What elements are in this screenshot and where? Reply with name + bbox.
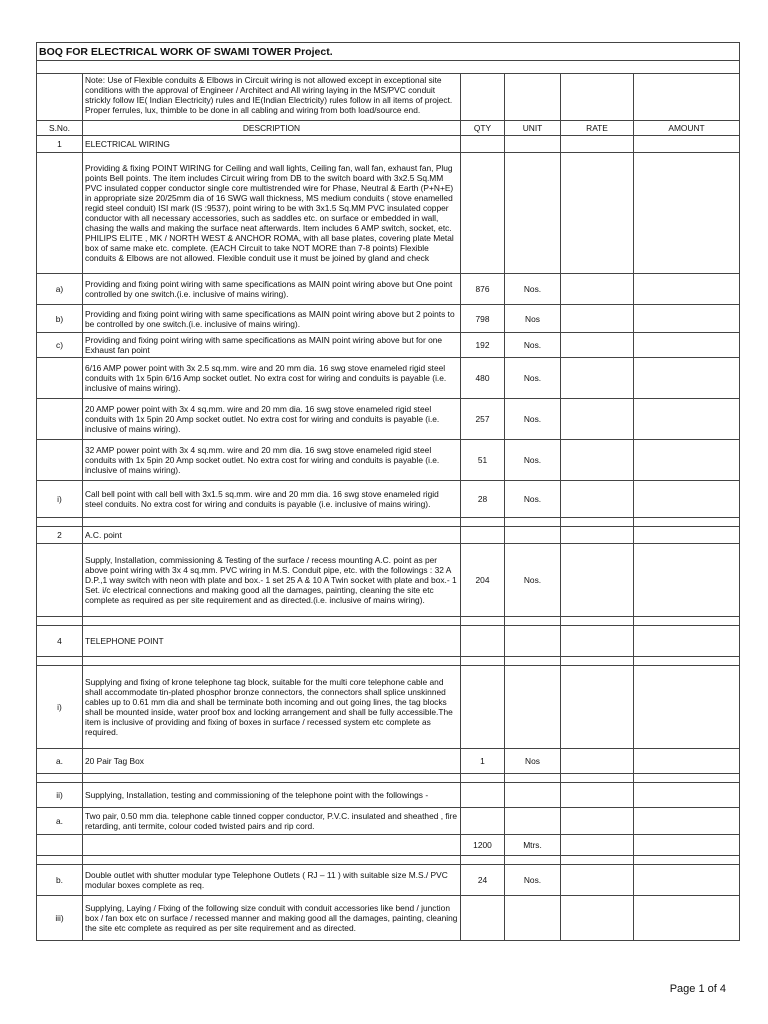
cell bbox=[634, 518, 740, 527]
row-rate bbox=[561, 749, 634, 774]
row-unit: Mtrs. bbox=[505, 835, 561, 856]
row-sno bbox=[37, 835, 83, 856]
cell bbox=[83, 518, 461, 527]
row-unit bbox=[505, 626, 561, 657]
row-sno bbox=[37, 153, 83, 274]
table-row bbox=[37, 544, 740, 617]
row-sno: i) bbox=[37, 666, 83, 749]
row-description: Double outlet with shutter modular type Telephone Outlets ( RJ – 11 ) with suitable size M.S./ PVC modular boxes complete as req. bbox=[83, 865, 461, 896]
cell bbox=[461, 74, 505, 121]
header-rate: RATE bbox=[561, 121, 634, 136]
note-text: Note: Use of Flexible conduits & Elbows in Circuit wiring is not allowed except in exceptional site conditions with the approval of Engineer / Architect and All wiring laying in the MS/PVC conduit strickly follow IE( Indian Electricity) rules and IE(Indian Electricity) rules follow in all items of project. Proper ferrules, lux, thimble to be done in all cabling and wiring from both load/source end. bbox=[83, 74, 461, 121]
row-description: 32 AMP power point with 3x 4 sq.mm. wire and 20 mm dia. 16 swg stove enameled rigid steel conduits with 1x 5pin 20 Amp socket outlet. No extra cost for wiring and conduits is payable (i.e. inclusive of mains wiring). bbox=[83, 440, 461, 481]
cell bbox=[634, 617, 740, 626]
row-qty bbox=[461, 626, 505, 657]
cell bbox=[561, 657, 634, 666]
table-row bbox=[37, 896, 740, 941]
blank-row bbox=[37, 617, 740, 626]
cell bbox=[561, 774, 634, 783]
row-rate bbox=[561, 527, 634, 544]
row-amount bbox=[634, 440, 740, 481]
table-row bbox=[37, 626, 740, 657]
table-row bbox=[37, 865, 740, 896]
row-description: 6/16 AMP power point with 3x 2.5 sq.mm. wire and 20 mm dia. 16 swg stove enameled rigid steel conduits with 1x 5pin 6/16 Amp socket outlet. No extra cost for wiring and conduits is payable (i.e. inclusive of mains wiring). bbox=[83, 358, 461, 399]
row-sno: iii) bbox=[37, 896, 83, 941]
cell bbox=[461, 856, 505, 865]
row-description: Providing and fixing point wiring with same specifications as MAIN point wiring above but One point controlled by one switch.(i.e. inclusive of mains wiring). bbox=[83, 274, 461, 305]
row-description: Providing and fixing point wiring with same specifications as MAIN point wiring above but for one Exhaust fan point bbox=[83, 333, 461, 358]
row-sno: b. bbox=[37, 865, 83, 896]
row-sno: i) bbox=[37, 481, 83, 518]
cell bbox=[83, 774, 461, 783]
row-amount bbox=[634, 527, 740, 544]
row-qty bbox=[461, 527, 505, 544]
row-description: TELEPHONE POINT bbox=[83, 626, 461, 657]
row-qty bbox=[461, 783, 505, 808]
cell bbox=[505, 518, 561, 527]
cell bbox=[561, 856, 634, 865]
row-sno bbox=[37, 399, 83, 440]
row-rate bbox=[561, 626, 634, 657]
row-qty: 257 bbox=[461, 399, 505, 440]
table-row bbox=[37, 749, 740, 774]
row-qty bbox=[461, 666, 505, 749]
row-amount bbox=[634, 136, 740, 153]
row-amount bbox=[634, 835, 740, 856]
row-qty: 28 bbox=[461, 481, 505, 518]
row-description: ELECTRICAL WIRING bbox=[83, 136, 461, 153]
row-amount bbox=[634, 896, 740, 941]
row-sno: a) bbox=[37, 274, 83, 305]
header-description: DESCRIPTION bbox=[83, 121, 461, 136]
cell bbox=[561, 518, 634, 527]
row-rate bbox=[561, 358, 634, 399]
row-description: Providing & fixing POINT WIRING for Ceiling and wall lights, Ceiling fan, wall fan, exhaust fan, Plug points Bell points. The item includes Circuit wiring from DB to the switch board with 3x2.5 Sq.MM PVC insulated copper conductor single core multistrended wire for Phase, Neutral & Earth (P+N+E) in appropriate size 20/25mm dia of 16 SWG wall thickness, MS medium conduits ( stove enamelled regid steel conduit) ISI mark (IS :9537), point wiring to be with 3x1.5 Sq.MM PVC insulated copper conductor with all necessary accessories, such as saddles etc. on surface or embedded in wall, chasing the walls and making the surface neat afterwards. Item includes 6 AMP switch, socket, etc. PHILIPS ELITE , MK / NORTH WEST & ANCHOR ROMA, with all base plates, covering plate Metal box of same make etc. complete. (EACH Circuit to take NOT MORE than 7-8 points) Flexible conduits & Elbows are not allowed. Flexible conduit use it must be joined by gland and check bbox=[83, 153, 461, 274]
row-qty bbox=[461, 896, 505, 941]
row-rate bbox=[561, 544, 634, 617]
cell bbox=[505, 774, 561, 783]
boq-sheet bbox=[36, 42, 739, 941]
row-amount bbox=[634, 358, 740, 399]
row-description: Providing and fixing point wiring with same specifications as MAIN point wiring above but 2 points to be controlled by one switch.(i.e. inclusive of mains wiring). bbox=[83, 305, 461, 333]
row-amount bbox=[634, 808, 740, 835]
row-sno bbox=[37, 544, 83, 617]
row-unit: Nos. bbox=[505, 544, 561, 617]
row-unit: Nos bbox=[505, 305, 561, 333]
row-description: Supply, Installation, commissioning & Testing of the surface / recess mounting A.C. point as per above point wiring with 3x 4 sq.mm. PVC wiring in M.S. Conduit pipe, etc. with the followings : 32 A D.P.,1 way switch with neon with plate and box.- 1 set 25 A & 10 A Twin socket with plate and box.- 1 Set. i/c electrical connections and making good all the damages, painting, cleaning the site etc complete as required as per site requirement and as directed.(i.e. inclusive of mains wiring). bbox=[83, 544, 461, 617]
row-unit: Nos bbox=[505, 749, 561, 774]
cell bbox=[37, 774, 83, 783]
cell bbox=[83, 617, 461, 626]
page-number: Page 1 of 4 bbox=[669, 983, 726, 995]
header-qty: QTY bbox=[461, 121, 505, 136]
row-qty: 876 bbox=[461, 274, 505, 305]
row-unit: Nos. bbox=[505, 358, 561, 399]
table-row bbox=[37, 666, 740, 749]
cell bbox=[634, 657, 740, 666]
row-amount bbox=[634, 333, 740, 358]
header-amount: AMOUNT bbox=[634, 121, 740, 136]
cell bbox=[505, 856, 561, 865]
row-qty: 24 bbox=[461, 865, 505, 896]
cell bbox=[461, 518, 505, 527]
row-description: Supplying and fixing of krone telephone tag block, suitable for the multi core telephone cable and shall accommodate tin-plated phosphor bronze connectors, the connectors shall splice unskinned cables up to 0.61 mm dia and shall be terminate both incoming and out going lines, the tag blocks shall be mounted inside, water proof box and locking arrangement and shall be fully accessible.The item is inclusive of providing and fixing of boxes in surface / recessed system etc complete as required. bbox=[83, 666, 461, 749]
row-description bbox=[83, 835, 461, 856]
row-amount bbox=[634, 399, 740, 440]
row-unit: Nos. bbox=[505, 440, 561, 481]
cell bbox=[37, 856, 83, 865]
row-amount bbox=[634, 749, 740, 774]
note-sno-cell bbox=[37, 74, 83, 121]
row-unit bbox=[505, 783, 561, 808]
row-rate bbox=[561, 153, 634, 274]
row-qty: 1 bbox=[461, 749, 505, 774]
row-sno: a. bbox=[37, 808, 83, 835]
cell bbox=[634, 856, 740, 865]
row-unit: Nos. bbox=[505, 865, 561, 896]
row-rate bbox=[561, 136, 634, 153]
row-rate bbox=[561, 896, 634, 941]
row-description: A.C. point bbox=[83, 527, 461, 544]
cell bbox=[83, 657, 461, 666]
table-row bbox=[37, 808, 740, 835]
row-description: 20 AMP power point with 3x 4 sq.mm. wire and 20 mm dia. 16 swg stove enameled rigid steel conduits with 1x 5pin 20 Amp socket outlet. No extra cost for wiring and conduits is payable (i.e. inclusive of mains wiring). bbox=[83, 399, 461, 440]
table-row bbox=[37, 440, 740, 481]
row-amount bbox=[634, 783, 740, 808]
row-qty: 480 bbox=[461, 358, 505, 399]
row-description: Supplying, Installation, testing and commissioning of the telephone point with the followings - bbox=[83, 783, 461, 808]
table-row bbox=[37, 783, 740, 808]
page-title: BOQ FOR ELECTRICAL WORK OF SWAMI TOWER Project. bbox=[37, 43, 740, 61]
row-sno: 1 bbox=[37, 136, 83, 153]
cell bbox=[461, 617, 505, 626]
row-sno bbox=[37, 358, 83, 399]
row-qty bbox=[461, 153, 505, 274]
row-description: Call bell point with call bell with 3x1.5 sq.mm. wire and 20 mm dia. 16 swg stove enameled rigid steel conduits. No extra cost for wiring and conduits is payable (i.e. inclusive of mains wiring). bbox=[83, 481, 461, 518]
blank-row bbox=[37, 856, 740, 865]
blank-row bbox=[37, 774, 740, 783]
row-rate bbox=[561, 865, 634, 896]
boq-table bbox=[36, 42, 740, 941]
row-sno: b) bbox=[37, 305, 83, 333]
cell bbox=[37, 657, 83, 666]
table-row bbox=[37, 835, 740, 856]
cell bbox=[505, 657, 561, 666]
cell bbox=[83, 856, 461, 865]
header-sno: S.No. bbox=[37, 121, 83, 136]
row-description: Supplying, Laying / Fixing of the following size conduit with conduit accessories like bend / junction box / fan box etc on surface / recessed manner and making good all the damages, painting, cleaning the site etc complete as required as per site requirement and as directed. bbox=[83, 896, 461, 941]
row-rate bbox=[561, 666, 634, 749]
row-amount bbox=[634, 305, 740, 333]
header-unit: UNIT bbox=[505, 121, 561, 136]
row-description: 20 Pair Tag Box bbox=[83, 749, 461, 774]
row-description: Two pair, 0.50 mm dia. telephone cable tinned copper conductor, P.V.C. insulated and sheathed , fire retarding, anti termite, colour coded twisted pairs and rip cord. bbox=[83, 808, 461, 835]
cell bbox=[561, 617, 634, 626]
row-sno: 2 bbox=[37, 527, 83, 544]
row-unit bbox=[505, 136, 561, 153]
table-row bbox=[37, 481, 740, 518]
row-unit bbox=[505, 808, 561, 835]
row-qty: 192 bbox=[461, 333, 505, 358]
row-rate bbox=[561, 835, 634, 856]
row-unit bbox=[505, 527, 561, 544]
cell bbox=[505, 74, 561, 121]
row-amount bbox=[634, 481, 740, 518]
cell bbox=[37, 518, 83, 527]
cell bbox=[461, 657, 505, 666]
blank-row bbox=[37, 61, 740, 74]
table-row bbox=[37, 333, 740, 358]
row-rate bbox=[561, 333, 634, 358]
row-unit bbox=[505, 896, 561, 941]
row-amount bbox=[634, 274, 740, 305]
table-row bbox=[37, 136, 740, 153]
row-rate bbox=[561, 808, 634, 835]
row-qty bbox=[461, 136, 505, 153]
row-unit: Nos. bbox=[505, 481, 561, 518]
row-unit: Nos. bbox=[505, 274, 561, 305]
row-rate bbox=[561, 440, 634, 481]
table-row bbox=[37, 274, 740, 305]
cell bbox=[634, 774, 740, 783]
row-unit bbox=[505, 666, 561, 749]
cell bbox=[561, 74, 634, 121]
row-amount bbox=[634, 626, 740, 657]
row-amount bbox=[634, 544, 740, 617]
row-sno: a. bbox=[37, 749, 83, 774]
cell bbox=[461, 774, 505, 783]
row-qty bbox=[461, 808, 505, 835]
row-sno bbox=[37, 440, 83, 481]
blank-row bbox=[37, 657, 740, 666]
row-rate bbox=[561, 399, 634, 440]
row-rate bbox=[561, 783, 634, 808]
table-row bbox=[37, 153, 740, 274]
row-qty: 204 bbox=[461, 544, 505, 617]
row-amount bbox=[634, 153, 740, 274]
row-qty: 798 bbox=[461, 305, 505, 333]
row-rate bbox=[561, 481, 634, 518]
row-unit: Nos. bbox=[505, 399, 561, 440]
row-unit: Nos. bbox=[505, 333, 561, 358]
cell bbox=[634, 74, 740, 121]
row-qty: 1200 bbox=[461, 835, 505, 856]
row-rate bbox=[561, 274, 634, 305]
row-amount bbox=[634, 666, 740, 749]
row-sno: c) bbox=[37, 333, 83, 358]
blank-row bbox=[37, 518, 740, 527]
row-rate bbox=[561, 305, 634, 333]
cell bbox=[505, 617, 561, 626]
row-qty: 51 bbox=[461, 440, 505, 481]
row-sno: 4 bbox=[37, 626, 83, 657]
table-row bbox=[37, 399, 740, 440]
cell bbox=[37, 617, 83, 626]
row-unit bbox=[505, 153, 561, 274]
row-sno: ii) bbox=[37, 783, 83, 808]
table-row bbox=[37, 358, 740, 399]
table-row bbox=[37, 527, 740, 544]
table-row bbox=[37, 305, 740, 333]
row-amount bbox=[634, 865, 740, 896]
